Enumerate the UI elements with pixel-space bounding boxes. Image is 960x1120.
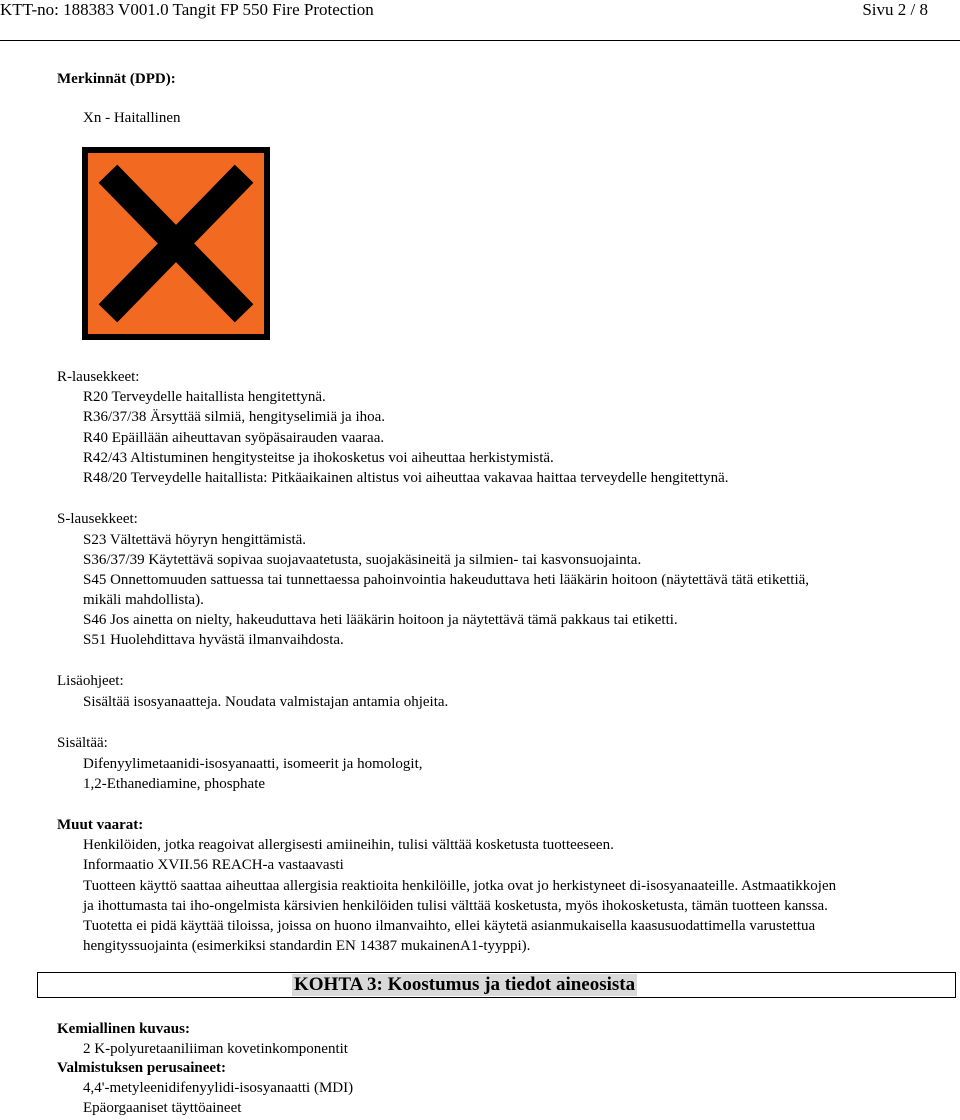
lisaohjeet-text: Sisältää isosyanaatteja. Noudata valmistajan antamia ohjeita. (83, 694, 449, 710)
section-title: KOHTA 3: Koostumus ja tiedot aineosista (294, 974, 636, 995)
kemiallinen-label: Kemiallinen kuvaus: (57, 1021, 190, 1037)
s-phrase-item: mikäli mahdollista). (83, 592, 204, 608)
muut-vaarat-line: ja ihottumasta tai iho-ongelmista kärsivien henkilöiden tulisi välttää kosketusta, myös ihokosketusta, tämän tuotteen kanssa. (83, 898, 828, 914)
s-phrase-item: S23 Vältettävä höyryn hengittämistä. (83, 532, 307, 548)
valmistus-item: 4,4'-metyleenidifenyylidi-isosyanaatti (MDI) (83, 1080, 354, 1096)
sisaltaa-item: 1,2-Ethanediamine, phosphate (83, 776, 266, 792)
muut-vaarat-label: Muut vaarat: (57, 817, 144, 833)
header-document-info: KTT-no: 188383 V001.0 Tangit FP 550 Fire Protection (0, 0, 374, 19)
kemiallinen-value: 2 K-polyuretaaniliiman kovetinkomponentit (83, 1041, 348, 1057)
r-phrase-item: R36/37/38 Ärsyttää silmiä, hengityselimiä ja ihoa. (83, 409, 386, 425)
lisaohjeet-label: Lisäohjeet: (57, 673, 124, 689)
s-phrase-item: S36/37/39 Käytettävä sopivaa suojavaatetusta, suojakäsineitä ja silmien- tai kasvonsuojainta. (83, 552, 642, 568)
s-phrases-label: S-lausekkeet: (57, 511, 138, 527)
s-phrase-item: S45 Onnettomuuden sattuessa tai tunnettaessa pahoinvointia hakeuduttava heti lääkärin hoitoon (näytettävä tätä etikettiä, (83, 572, 810, 588)
header-divider (0, 40, 960, 41)
harmful-x-pictogram-icon (82, 147, 270, 340)
r-phrase-item: R40 Epäillään aiheuttavan syöpäsairauden vaaraa. (83, 430, 385, 446)
merkinnat-value: Xn - Haitallinen (83, 110, 181, 126)
muut-vaarat-line: Tuotteen käyttö saattaa aiheuttaa allergisia reaktioita henkilöille, jotka ovat jo herkistyneet di-isosyanaateille. Astmaatikkojen (83, 878, 837, 894)
r-phrase-item: R42/43 Altistuminen hengitysteitse ja ihokosketus voi aiheuttaa herkistymistä. (83, 450, 554, 466)
sisaltaa-item: Difenyylimetaanidi-isosyanaatti, isomeerit ja homologit, (83, 756, 423, 772)
valmistus-label: Valmistuksen perusaineet: (57, 1060, 227, 1076)
s-phrase-item: S51 Huolehdittava hyvästä ilmanvaihdosta. (83, 632, 344, 648)
r-phrases-label: R-lausekkeet: (57, 369, 140, 385)
muut-vaarat-line: Henkilöiden, jotka reagoivat allergisesti amiineihin, tulisi välttää kosketusta tuotteeseen. (83, 837, 614, 853)
header-page-number: Sivu 2 / 8 (862, 0, 928, 19)
muut-vaarat-line: hengityssuojainta (esimerkiksi standardin EN 14387 mukainenA1-tyyppi). (83, 938, 531, 954)
muut-vaarat-line: Tuotetta ei pidä käyttää tiloissa, joissa on huono ilmanvaihto, ellei käytetä asianmukaisella kaasusuodattimella varustettua (83, 918, 816, 934)
s-phrase-item: S46 Jos ainetta on nielty, hakeuduttava heti lääkärin hoitoon ja näytettävä tämä pakkaus tai etiketti. (83, 612, 678, 628)
valmistus-item: Epäorgaaniset täyttöaineet (83, 1100, 242, 1116)
sisaltaa-label: Sisältää: (57, 735, 108, 751)
r-phrase-item: R20 Terveydelle haitallista hengitettynä. (83, 389, 326, 405)
muut-vaarat-line: Informaatio XVII.56 REACH-a vastaavasti (83, 857, 344, 873)
merkinnat-label: Merkinnät (DPD): (57, 71, 176, 87)
r-phrase-item: R48/20 Terveydelle haitallista: Pitkäaikainen altistus voi aiheuttaa vakavaa haittaa terveydelle hengitettynä. (83, 470, 729, 486)
